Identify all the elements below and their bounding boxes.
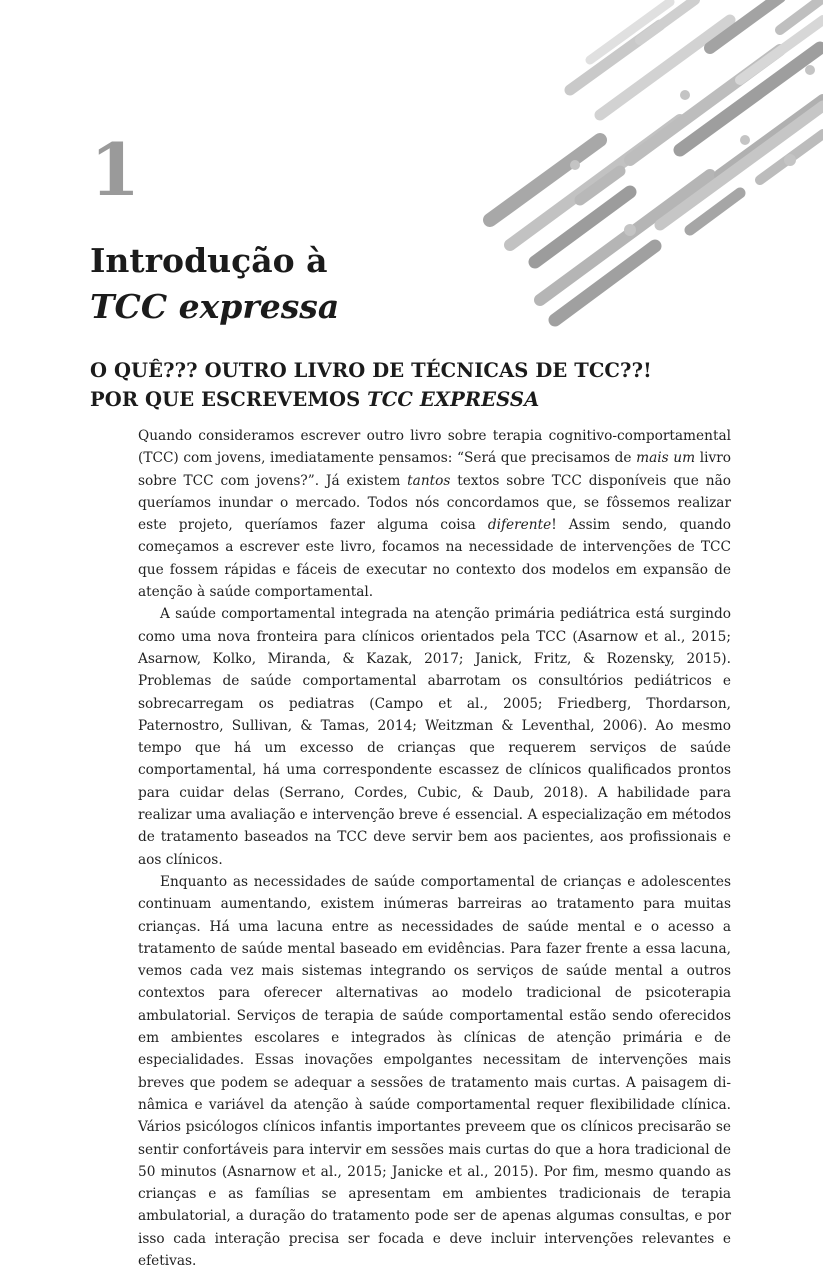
chapter-title-line-1: Introdução à: [90, 241, 328, 280]
section-heading-line-1: O QUÊ??? OUTRO LIVRO DE TÉCNICAS DE TCC??!: [90, 359, 652, 382]
italic-text: mais um: [636, 450, 696, 467]
italic-text: tantos: [407, 472, 451, 489]
chapter-title: [90, 238, 339, 330]
section-heading-line-2-italic: TCC EXPRESSA: [367, 388, 540, 411]
chapter-number: 1: [90, 127, 141, 212]
text-run: ! Assim sendo, quando começamos a escrever este livro, focamos na necessidade de intervenções de TCC que fossem rápidas e fáceis de executar no contexto dos modelos em expansão de atenção à saúde comportamental.: [138, 517, 731, 601]
paragraph-1: [138, 425, 731, 603]
chapter-title-line-2: TCC expressa: [90, 287, 340, 326]
text-run: Quando consideramos escrever outro livro sobre terapia cognitivo-comportamental (TCC) com jovens, imediatamente pensamos: “Será que precisamos de: [138, 428, 731, 467]
body-text: [138, 425, 731, 1272]
paragraph-3: Enquanto as necessidades de saúde comportamental de crianças e adolescentes continuam aumentando, existem inúmeras barreiras ao tratamento para muitas crianças. Há uma lacuna entre as necessidades de saúde mental e o acesso a tratamento de saúde mental baseado em evidências. Para fazer frente a essa lacuna, vemos cada vez mais sistemas integrando os serviços de saúde mental a outros contextos para oferecer alternativas ao modelo tradicional de psicoterapia ambulatorial. Serviços de terapia de saúde comportamental estão sendo oferecidos em ambientes escolares e integrados às clínicas de atenção primária e de especialidades. Essas inovações empolgantes necessitam de intervenções mais breves que podem se adequar a sessões de tratamento mais curtas. A paisagem dinâmica e variável da atenção à saúde comportamental requer flexibilidade clínica. Vários psicólogos clínicos infantis importantes preveem que os clínicos precisarão se sentir confortáveis para intervir em sessões mais curtas do que a hora tradicional de 50 minutos (Asnarnow et al., 2015; Janicke et al., 2015). Por fim, mesmo quando as crianças e as famílias se apresentam em ambientes tradicionais de terapia ambulatorial, a duração do tratamento pode ser de apenas algumas consultas, e por isso cada interação precisa ser focada e deve incluir intervenções relevantes e efetivas.: [138, 873, 731, 1269]
paragraph-2: A saúde comportamental integrada na atenção primária pediátrica está surgindo como uma nova fronteira para clínicos orientados pela TCC (Asarnow et al., 2015; Asarnow, Kolko, Miranda, & Kazak, 2017; Janick, Fritz, & Rozensky, 2015). Problemas de saúde comportamental abarrotam os consultórios pediátricos e sobrecarregam os pediatras (Campo et al., 2005; Friedberg, Thordarson, Paternostro, Sullivan, & Tamas, 2014; Weitzman & Leventhal, 2006). Ao mesmo tempo que há um excesso de crianças que requerem serviços de saúde comportamental, há uma correspondente escassez de clínicos qualificados prontos para cuidar delas (Serrano, Cordes, Cubic, & Daub, 2018). A habilidade para realizar uma avaliação e intervenção breve é essencial. A especialização em métodos de tratamento baseados na TCC deve servir bem aos pacientes, aos profissionais e aos clínicos.: [138, 606, 731, 868]
italic-text: diferente: [487, 517, 552, 534]
text-run: livro sobre TCC com jovens?”. Já existem: [138, 450, 732, 489]
section-heading: [90, 356, 790, 414]
section-heading-line-2: POR QUE ESCREVEMOS: [90, 388, 368, 411]
decorative-diagonal-stripes: [480, 0, 823, 330]
text-run: textos sobre TCC disponíveis que não queríamos inundar o mercado. Todos nós concordamos que, se fôssemos realizar este projeto, queríamos fazer alguma coisa: [138, 472, 731, 534]
